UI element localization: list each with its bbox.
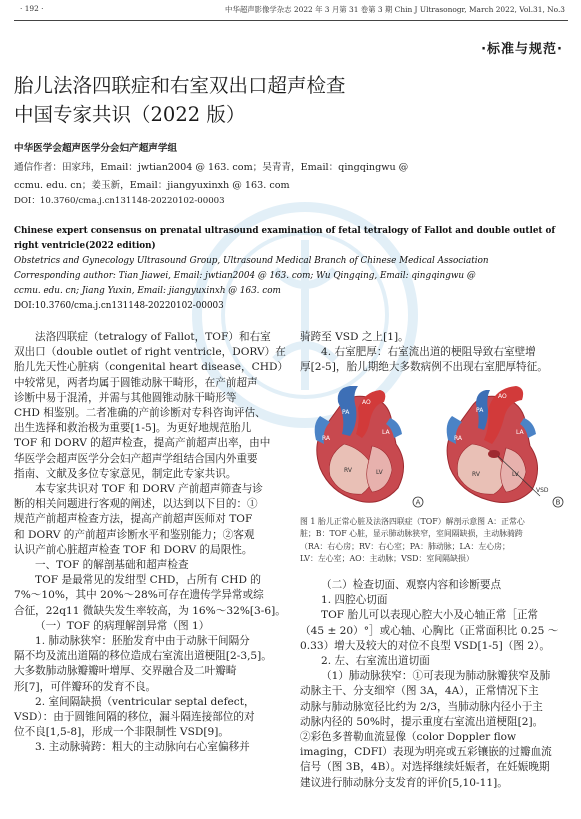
left-col-line: 华医学会超声医学分会妇产超声学组结合国内外重要 xyxy=(14,452,258,465)
panel-a-label-ra: RA xyxy=(322,435,331,442)
paper-title-line2: 中国专家共识（2022 版） xyxy=(14,103,246,126)
left-col-line: 双出口（double outlet of right ventricle，DORV）在 xyxy=(14,346,286,359)
panel-b-tof-heart xyxy=(447,386,563,507)
left-col-line: 3. 主动脉骑跨：粗大的主动脉向右心室偏移并 xyxy=(35,741,250,754)
en-organization: Obstetrics and Gynecology Ultrasound Group, Ultrasound Medical Branch of Chinese Medical Association xyxy=(14,256,489,266)
figure-caption-line: （RA：右心房；RV：右心室；PA：肺动脉；LA：左心房； xyxy=(300,541,510,551)
panel-b-marker: B xyxy=(555,498,561,507)
panel-a-label-ao: AO xyxy=(362,399,371,406)
zh-organization: 中华医学会超声医学分会妇产超声学组 xyxy=(14,143,178,154)
en-title-line2: right ventricle(2022 edition) xyxy=(14,241,156,251)
left-col-line: 大多数肺动脉瓣瓣叶增厚、交界融合及二叶瓣畸 xyxy=(14,665,237,678)
right-col-bottom-line: 0.33）增大及较大的对位不良型 VSD[1-5]（图 2）。 xyxy=(300,639,550,652)
en-authors-line2: ccmu. edu. cn; Jiang Yuxin, Email: jiangyuxinxh @ 163. com xyxy=(14,286,281,296)
left-col-line: 认识产前心脏超声检查 TOF 和 DORV 的局限性。 xyxy=(14,543,253,556)
header-rule xyxy=(14,20,568,21)
left-col-line: 形[7]，可伴瓣环的发育不良。 xyxy=(14,680,157,693)
right-col-top-line: 厚[2-5]，胎儿期绝大多数病例不出现右室肥厚特征。 xyxy=(300,361,548,374)
zh-authors-line2: ccmu. edu. cn；姜玉新，Email：jiangyuxinxh @ 163. com xyxy=(14,180,290,191)
panel-a-label-la: LA xyxy=(382,429,390,436)
left-col-line: TOF 和 DORV 的超声检查，提高产前超声出率，由中 xyxy=(14,437,271,450)
figure-caption-line: 图 1 胎儿正常心脏及法洛四联症（TOF）解剖示意图 A：正常心 xyxy=(300,517,525,526)
panel-a-normal-heart xyxy=(315,386,423,507)
panel-b-label-lv: LV xyxy=(512,471,519,478)
journal-header: 中华超声影像学杂志 2022 年 3 月第 31 卷第 3 期 Chin J Ultrasonogr, March 2022, Vol.31, No.3 xyxy=(225,5,565,14)
en-authors-line1: Corresponding author: Tian Jiawei, Email: jwtian2004 @ 163. com; Wu Qingqing, Email: qingqingwu @ xyxy=(14,271,476,281)
right-column-bottom xyxy=(300,578,570,791)
left-col-line: 和 DORV 的产前超声诊断水平和鉴别能力；②客观 xyxy=(14,528,255,541)
right-col-top-line: 4. 右室肥厚：右室流出道的梗阻导致右室壁增 xyxy=(321,346,536,359)
left-col-line: 位不良[1,5-8]，形成一个非限制性 VSD[9]。 xyxy=(14,726,229,739)
panel-b-label-pa: PA xyxy=(476,407,484,414)
figure-caption-line: 脏；B：TOF 心脏，显示肺动脉狭窄，室间隔缺损，主动脉骑跨 xyxy=(300,529,523,539)
left-col-line: （一）TOF 的病理解剖异常（图 1） xyxy=(35,619,210,632)
left-col-line: 指南、文献及多位专家意见，制定此专家共识。 xyxy=(14,467,237,480)
left-col-line: 胎儿先天性心脏病（congenital heart disease，CHD） xyxy=(14,361,289,374)
panel-b-label-ao: AO xyxy=(498,393,507,400)
panel-b-label-rv: RV xyxy=(472,471,480,478)
panel-b-label-la: LA xyxy=(516,429,524,436)
left-col-line: 断的相关问题进行客观的阐述，以达到以下目的：① xyxy=(14,498,258,511)
left-col-line: 7%～10%，其中 20%～28%可存在遗传学异常或综 xyxy=(14,589,264,602)
panel-a-label-rv: RV xyxy=(344,467,352,474)
right-col-bottom-line: imaging，CDFI）表现为明亮或五彩镶嵌的过瓣血流 xyxy=(300,746,552,759)
right-col-bottom-line: 2. 左、右室流出道切面 xyxy=(321,655,430,668)
left-col-line: 规范产前超声检查方法，提高产前超声医师对 TOF xyxy=(14,513,253,526)
right-col-bottom-line: （45 ± 20）°］或心轴、心胸比（正常面积比 0.25 ～ xyxy=(300,624,559,637)
page-number: · 192 · xyxy=(20,4,44,13)
panel-b-label-ra: RA xyxy=(454,435,463,442)
panel-a-marker: A xyxy=(415,498,421,507)
right-col-bottom-line: 建议进行肺动脉分支发育的评价[5,10-11]。 xyxy=(300,776,508,789)
section-tag: ·标准与规范· xyxy=(481,42,563,57)
left-col-line: 合征，22q11 微缺失发生率较高，为 16%～32%[3-6]。 xyxy=(14,604,286,617)
right-col-bottom-line: TOF 胎儿可以表现心腔大小及心轴正常［正常 xyxy=(321,609,539,622)
right-col-bottom-line: 1. 四腔心切面 xyxy=(321,594,388,607)
panel-a-label-lv: LV xyxy=(376,469,383,476)
left-col-line: 2. 室间隔缺损（ventricular septal defect， xyxy=(35,695,255,708)
zh-doi: DOI：10.3760/cma.j.cn131148-20220102-00003 xyxy=(14,196,225,206)
right-column-top xyxy=(300,330,570,376)
right-col-bottom-line: 动脉与肺动脉宽径比约为 2/3，当肺动脉内径小于主 xyxy=(300,700,543,713)
right-col-bottom-line: 信号（图 3B，4B）。对选择继续妊娠者，在妊娠晚期 xyxy=(300,761,550,774)
left-col-line: 诊断中易于混淆，并需与其他圆锥动脉干畸形等 xyxy=(14,391,237,404)
paper-title-line1: 胎儿法洛四联症和右室双出口超声检查 xyxy=(14,74,346,97)
left-col-line: 法洛四联症（tetralogy of Fallot，TOF）和右室 xyxy=(35,331,271,343)
left-col-line: TOF 是最常见的发绀型 CHD，占所有 CHD 的 xyxy=(35,574,261,587)
left-col-line: 1. 肺动脉狭窄：胚胎发育中由于动脉干间隔分 xyxy=(35,635,250,648)
left-col-line: VSD）：由于圆锥间隔的移位，漏斗隔连接部位的对 xyxy=(14,711,255,724)
figure-1-heart-diagram xyxy=(300,384,570,512)
right-col-top-line: 骑跨至 VSD 之上[1]。 xyxy=(300,331,409,343)
left-column xyxy=(14,330,289,756)
left-col-line: 一、TOF 的解剖基础和超声检查 xyxy=(35,559,189,572)
left-col-line: 隔不均及流出道隔的移位造成右室流出道梗阻[2-3,5]。 xyxy=(14,650,272,663)
right-col-bottom-line: 动脉主干、分支细窄（图 3A，4A），正常情况下主 xyxy=(300,685,539,698)
right-col-bottom-line: （1）肺动脉狭窄：①可表现为肺动脉瓣狭窄及肺 xyxy=(321,670,551,683)
left-col-line: CHD 相鉴别。二者准确的产前诊断对专科咨询评估、 xyxy=(14,407,266,420)
figure-1-caption xyxy=(300,516,570,566)
panel-a-label-pa: PA xyxy=(342,409,350,416)
panel-b-label-vsd: VSD xyxy=(536,487,549,494)
left-col-line: 出生选择和救治极为重要[1-5]。为更好地规范胎儿 xyxy=(14,422,252,435)
en-doi: DOI:10.3760/cma.j.cn131148-20220102-00003 xyxy=(14,301,224,311)
en-title-line1: Chinese expert consensus on prenatal ultrasound examination of fetal tetralogy of Fallot and double outlet of xyxy=(14,226,556,236)
left-col-line: 本专家共识对 TOF 和 DORV 产前超声筛查与诊 xyxy=(35,483,263,496)
right-col-bottom-line: 动脉内径的 50%时，提示重度右室流出道梗阻[2]。 xyxy=(300,715,544,728)
right-col-bottom-line: （二）检查切面、观察内容和诊断要点 xyxy=(321,579,502,591)
figure-caption-line: LV：左心室；AO：主动脉；VSD：室间隔缺损） xyxy=(300,554,474,564)
right-col-bottom-line: ②彩色多普勒血流显像（color Doppler flow xyxy=(300,731,517,744)
zh-authors-line1: 通信作者：田家玮，Email：jwtian2004 @ 163. com；吴青青，Email：qingqingwu @ xyxy=(14,162,409,173)
left-col-line: 中较常见，两者均属于圆锥动脉干畸形，在产前超声 xyxy=(14,376,258,389)
